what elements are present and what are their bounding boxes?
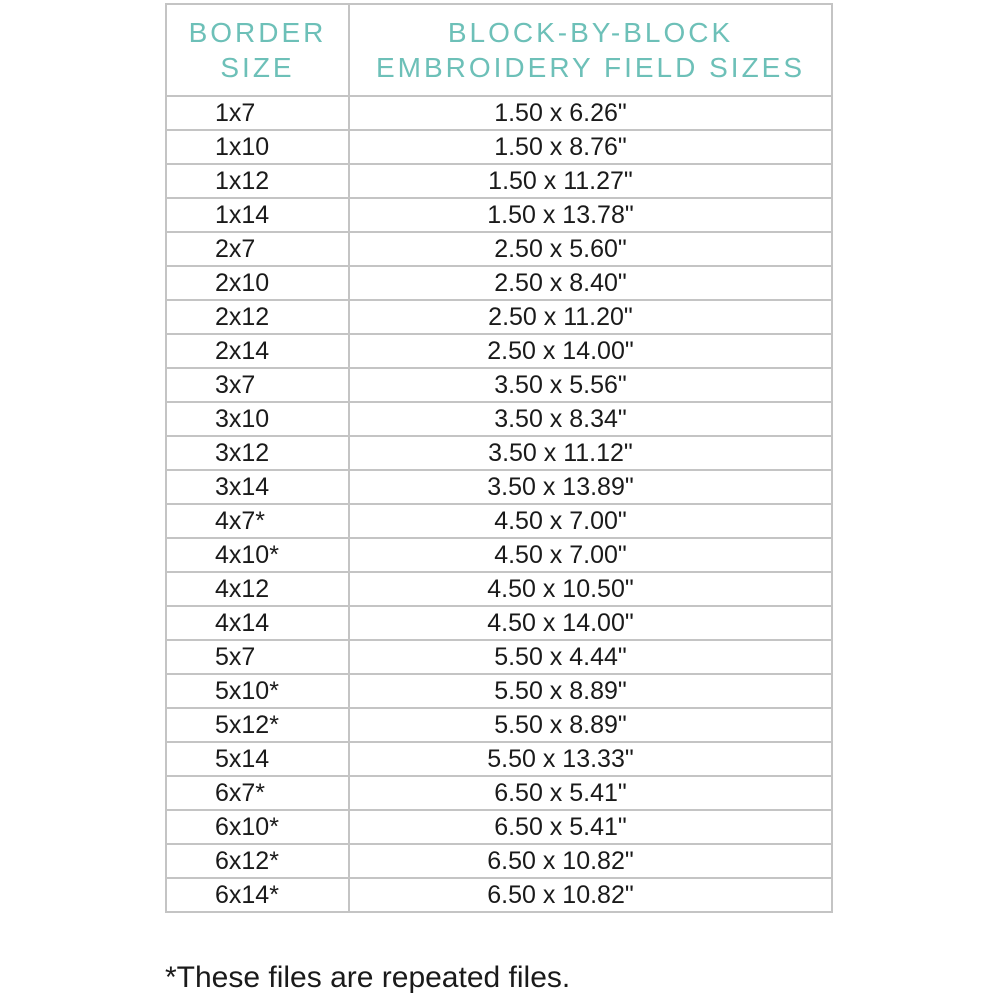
table-row [166, 402, 832, 436]
field-size-cell: 1.50 x 6.26" [349, 96, 832, 130]
border-size-cell: 4x14 [166, 606, 349, 640]
field-size-cell: 3.50 x 8.34" [349, 402, 832, 436]
border-size-cell: 3x7 [166, 368, 349, 402]
field-size-cell: 5.50 x 4.44" [349, 640, 832, 674]
field-size-cell: 2.50 x 11.20" [349, 300, 832, 334]
header-border-size-line2: SIZE [220, 52, 295, 83]
table-row [166, 436, 832, 470]
table-row [166, 130, 832, 164]
field-size-cell: 6.50 x 10.82" [349, 878, 832, 912]
footnote: *These files are repeated files. [165, 961, 571, 994]
border-size-cell: 4x7* [166, 504, 349, 538]
table-row [166, 538, 832, 572]
table-row [166, 606, 832, 640]
header-border-size [166, 4, 349, 96]
field-size-cell: 6.50 x 5.41" [349, 776, 832, 810]
table-row [166, 708, 832, 742]
border-size-cell: 1x7 [166, 96, 349, 130]
border-size-cell: 6x10* [166, 810, 349, 844]
border-size-cell: 5x7 [166, 640, 349, 674]
border-size-cell: 3x14 [166, 470, 349, 504]
field-size-cell: 5.50 x 13.33" [349, 742, 832, 776]
table-row [166, 266, 832, 300]
table-row [166, 334, 832, 368]
field-size-cell: 4.50 x 7.00" [349, 504, 832, 538]
border-size-cell: 3x12 [166, 436, 349, 470]
field-size-cell: 1.50 x 11.27" [349, 164, 832, 198]
border-size-cell: 2x7 [166, 232, 349, 266]
border-size-cell: 4x10* [166, 538, 349, 572]
table-row [166, 164, 832, 198]
table-row [166, 470, 832, 504]
field-size-cell: 2.50 x 14.00" [349, 334, 832, 368]
header-field-sizes [349, 4, 832, 96]
table-row [166, 776, 832, 810]
field-size-cell: 3.50 x 5.56" [349, 368, 832, 402]
field-size-cell: 4.50 x 7.00" [349, 538, 832, 572]
field-size-cell: 5.50 x 8.89" [349, 674, 832, 708]
table-row [166, 572, 832, 606]
table-row [166, 810, 832, 844]
table-row [166, 300, 832, 334]
field-size-cell: 4.50 x 14.00" [349, 606, 832, 640]
border-size-cell: 2x14 [166, 334, 349, 368]
table-row [166, 96, 832, 130]
border-size-cell: 1x12 [166, 164, 349, 198]
header-row [166, 4, 832, 96]
border-size-cell: 2x12 [166, 300, 349, 334]
field-size-cell: 2.50 x 8.40" [349, 266, 832, 300]
border-size-cell: 3x10 [166, 402, 349, 436]
field-size-cell: 2.50 x 5.60" [349, 232, 832, 266]
border-size-cell: 5x12* [166, 708, 349, 742]
table-row [166, 640, 832, 674]
border-size-cell: 5x14 [166, 742, 349, 776]
field-size-cell: 3.50 x 13.89" [349, 470, 832, 504]
border-size-cell: 1x10 [166, 130, 349, 164]
field-size-cell: 1.50 x 13.78" [349, 198, 832, 232]
field-size-cell: 6.50 x 10.82" [349, 844, 832, 878]
border-size-cell: 6x12* [166, 844, 349, 878]
header-border-size-line1: BORDER [188, 17, 327, 48]
border-size-cell: 6x14* [166, 878, 349, 912]
border-size-cell: 4x12 [166, 572, 349, 606]
embroidery-size-table [165, 3, 833, 913]
table-row [166, 504, 832, 538]
field-size-cell: 6.50 x 5.41" [349, 810, 832, 844]
field-size-cell: 1.50 x 8.76" [349, 130, 832, 164]
header-field-sizes-line1: BLOCK-BY-BLOCK [447, 17, 734, 48]
border-size-cell: 5x10* [166, 674, 349, 708]
field-size-cell: 5.50 x 8.89" [349, 708, 832, 742]
table-row [166, 844, 832, 878]
table-row [166, 198, 832, 232]
table-row [166, 742, 832, 776]
border-size-cell: 6x7* [166, 776, 349, 810]
table-row [166, 232, 832, 266]
header-field-sizes-line2: EMBROIDERY FIELD SIZES [375, 52, 806, 83]
field-size-cell: 4.50 x 10.50" [349, 572, 832, 606]
border-size-cell: 1x14 [166, 198, 349, 232]
table-row [166, 878, 832, 912]
table-body [166, 96, 832, 912]
table-row [166, 674, 832, 708]
border-size-cell: 2x10 [166, 266, 349, 300]
table-row [166, 368, 832, 402]
field-size-cell: 3.50 x 11.12" [349, 436, 832, 470]
